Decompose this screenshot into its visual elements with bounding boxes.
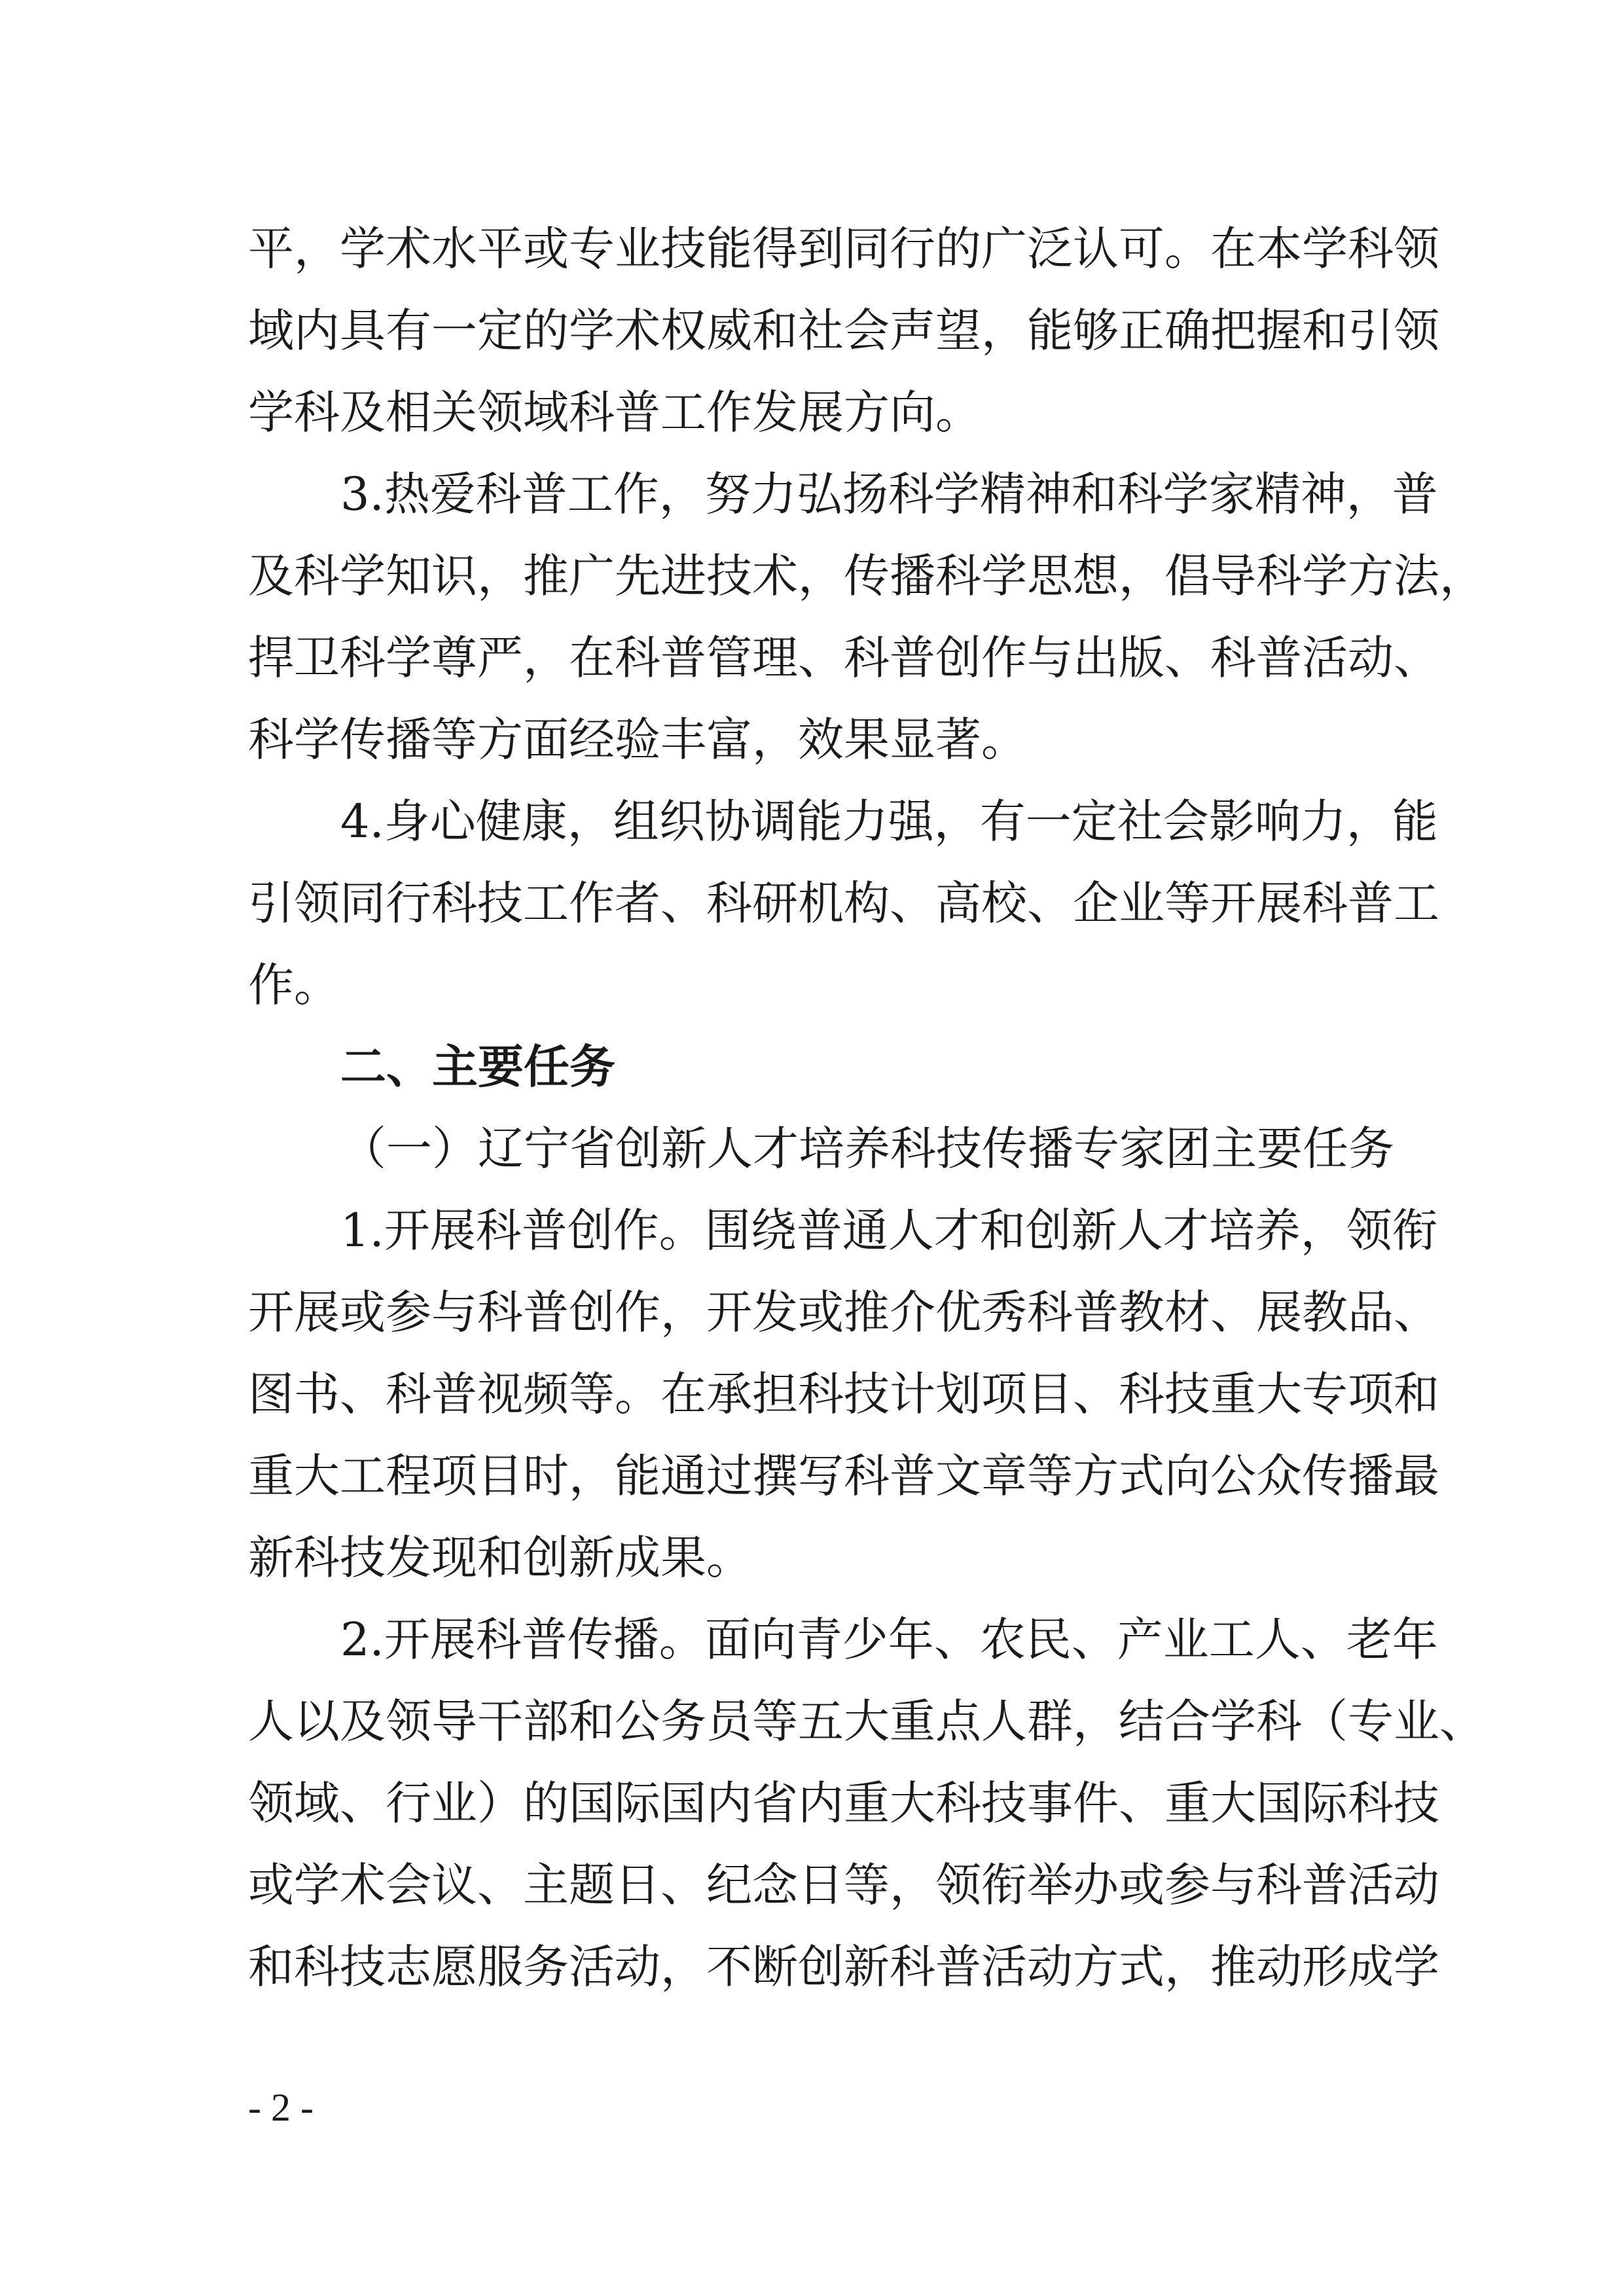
- paragraph-line: 平，学术水平或专业技能得到同行的广泛认可。在本学科领: [248, 222, 1439, 276]
- paragraph-line: 重大工程项目时，能通过撰写科普文章等方式向公众传播最: [248, 1449, 1439, 1503]
- paragraph-line: 3.热爱科普工作，努力弘扬科学精神和科学家精神，普: [340, 467, 1438, 521]
- paragraph-line: 或学术会议、主题日、纪念日等，领衔举办或参与科普活动: [248, 1858, 1439, 1912]
- paragraph-line: 人以及领导干部和公务员等五大重点人群，结合学科（专业、: [248, 1695, 1485, 1748]
- paragraph-line: 新科技发现和创新成果。: [248, 1531, 752, 1585]
- paragraph-line: 图书、科普视频等。在承担科技计划项目、科技重大专项和: [248, 1367, 1439, 1421]
- section-heading: 二、主要任务: [340, 1040, 615, 1094]
- paragraph-line: 开展或参与科普创作，开发或推介优秀科普教材、展教品、: [248, 1285, 1439, 1339]
- paragraph-line: 1.开展科普创作。围绕普通人才和创新人才培养，领衔: [340, 1204, 1438, 1257]
- page-number: - 2 -: [248, 2086, 314, 2129]
- paragraph-line: 域内具有一定的学术权威和社会声望，能够正确把握和引领: [248, 304, 1439, 357]
- paragraph-line: 作。: [248, 958, 340, 1012]
- paragraph-line: 及科学知识，推广先进技术，传播科学思想，倡导科学方法，: [248, 549, 1485, 603]
- paragraph-line: 2.开展科普传播。面向青少年、农民、产业工人、老年: [340, 1613, 1438, 1666]
- subsection-heading: （一）辽宁省创新人才培养科技传播专家团主要任务: [340, 1122, 1394, 1175]
- paragraph-line: 领域、行业）的国际国内省内重大科技事件、重大国际科技: [248, 1776, 1439, 1830]
- paragraph-line: 引领同行科技工作者、科研机构、高校、企业等开展科普工: [248, 876, 1439, 930]
- paragraph-line: 和科技志愿服务活动，不断创新科普活动方式，推动形成学: [248, 1940, 1439, 1994]
- paragraph-line: 4.身心健康，组织协调能力强，有一定社会影响力，能: [340, 795, 1438, 848]
- paragraph-line: 捍卫科学尊严，在科普管理、科普创作与出版、科普活动、: [248, 631, 1439, 685]
- paragraph-line: 科学传播等方面经验丰富，效果显著。: [248, 713, 1027, 766]
- paragraph-line: 学科及相关领域科普工作发展方向。: [248, 386, 981, 439]
